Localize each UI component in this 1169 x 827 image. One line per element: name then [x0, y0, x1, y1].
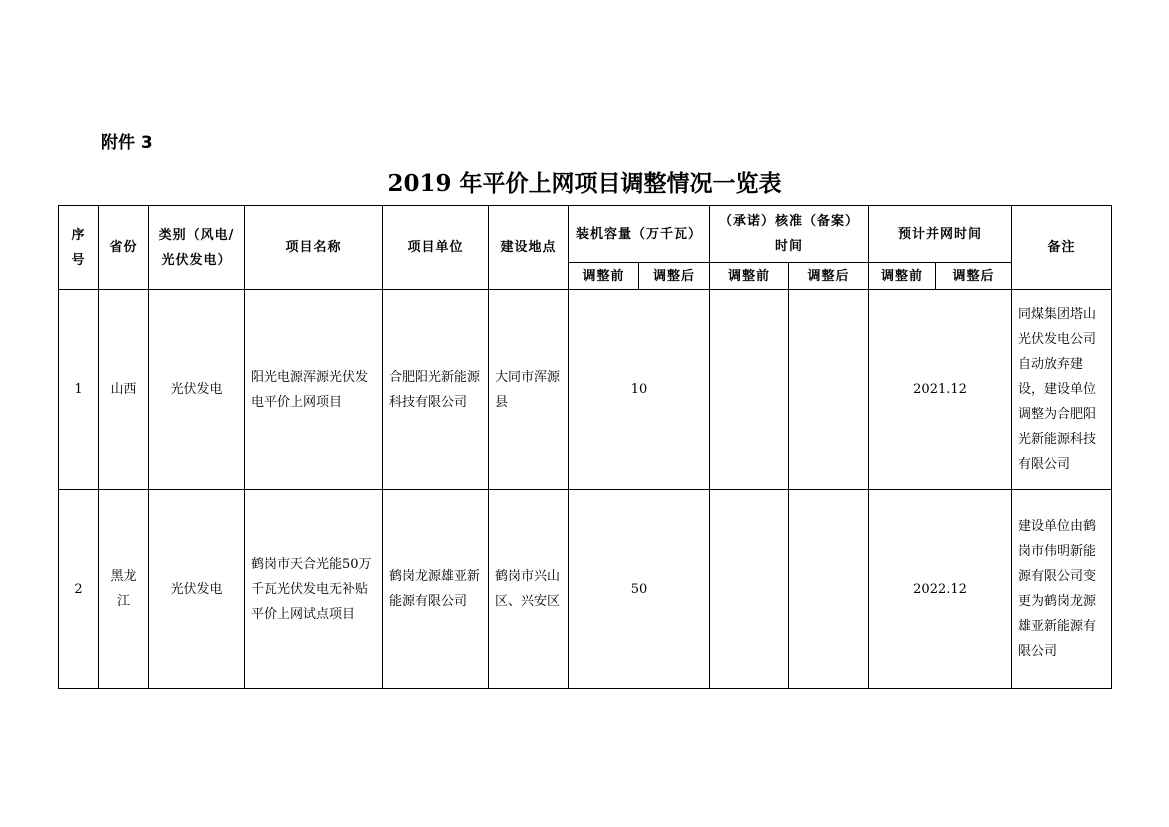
subheader-capacity-after: 调整后: [639, 263, 710, 290]
cell-remarks: 建设单位由鹤岗市伟明新能源有限公司变更为鹤岗龙源雄亚新能源有限公司: [1012, 490, 1112, 689]
cell-seq: 1: [59, 290, 99, 490]
header-project-unit: 项目单位: [383, 206, 489, 290]
header-remarks: 备注: [1012, 206, 1112, 290]
cell-approval-before: [710, 490, 789, 689]
cell-capacity: 10: [569, 290, 710, 490]
cell-approval-after: [789, 290, 869, 490]
header-project-name: 项目名称: [245, 206, 383, 290]
header-province: 省份: [99, 206, 149, 290]
subheader-grid-before: 调整前: [869, 263, 936, 290]
header-row: [59, 206, 1112, 263]
cell-province: 黑龙江: [99, 490, 149, 689]
cell-grid-time: 2021.12: [869, 290, 1012, 490]
cell-project-name: 阳光电源浑源光伏发电平价上网项目: [245, 290, 383, 490]
subheader-approval-before: 调整前: [710, 263, 789, 290]
subheader-approval-after: 调整后: [789, 263, 869, 290]
subheader-grid-after: 调整后: [936, 263, 1012, 290]
page-title: 2019 年平价上网项目调整情况一览表: [387, 170, 782, 197]
subheader-capacity-before: 调整前: [569, 263, 639, 290]
table-row: [59, 490, 1112, 689]
cell-project-unit: 合肥阳光新能源科技有限公司: [383, 290, 489, 490]
cell-grid-time: 2022.12: [869, 490, 1012, 689]
cell-category: 光伏发电: [149, 490, 245, 689]
cell-location: 大同市浑源县: [489, 290, 569, 490]
cell-project-name: 鹤岗市天合光能50万千瓦光伏发电无补贴平价上网试点项目: [245, 490, 383, 689]
project-table: [58, 205, 1112, 689]
cell-project-unit: 鹤岗龙源雄亚新能源有限公司: [383, 490, 489, 689]
attachment-label: 附件 3: [101, 133, 153, 153]
cell-category: 光伏发电: [149, 290, 245, 490]
header-location: 建设地点: [489, 206, 569, 290]
header-approval-time: （承诺）核准（备案）时间: [710, 206, 869, 263]
header-category: 类别（风电/光伏发电）: [149, 206, 245, 290]
header-seq: 序号: [59, 206, 99, 290]
table-row: [59, 290, 1112, 490]
header-capacity: 装机容量（万千瓦）: [569, 206, 710, 263]
header-grid-time: 预计并网时间: [869, 206, 1012, 263]
cell-approval-before: [710, 290, 789, 490]
cell-approval-after: [789, 490, 869, 689]
cell-seq: 2: [59, 490, 99, 689]
cell-remarks: 同煤集团塔山光伏发电公司自动放弃建设，建设单位调整为合肥阳光新能源科技有限公司: [1012, 290, 1112, 490]
cell-location: 鹤岗市兴山区、兴安区: [489, 490, 569, 689]
cell-capacity: 50: [569, 490, 710, 689]
cell-province: 山西: [99, 290, 149, 490]
